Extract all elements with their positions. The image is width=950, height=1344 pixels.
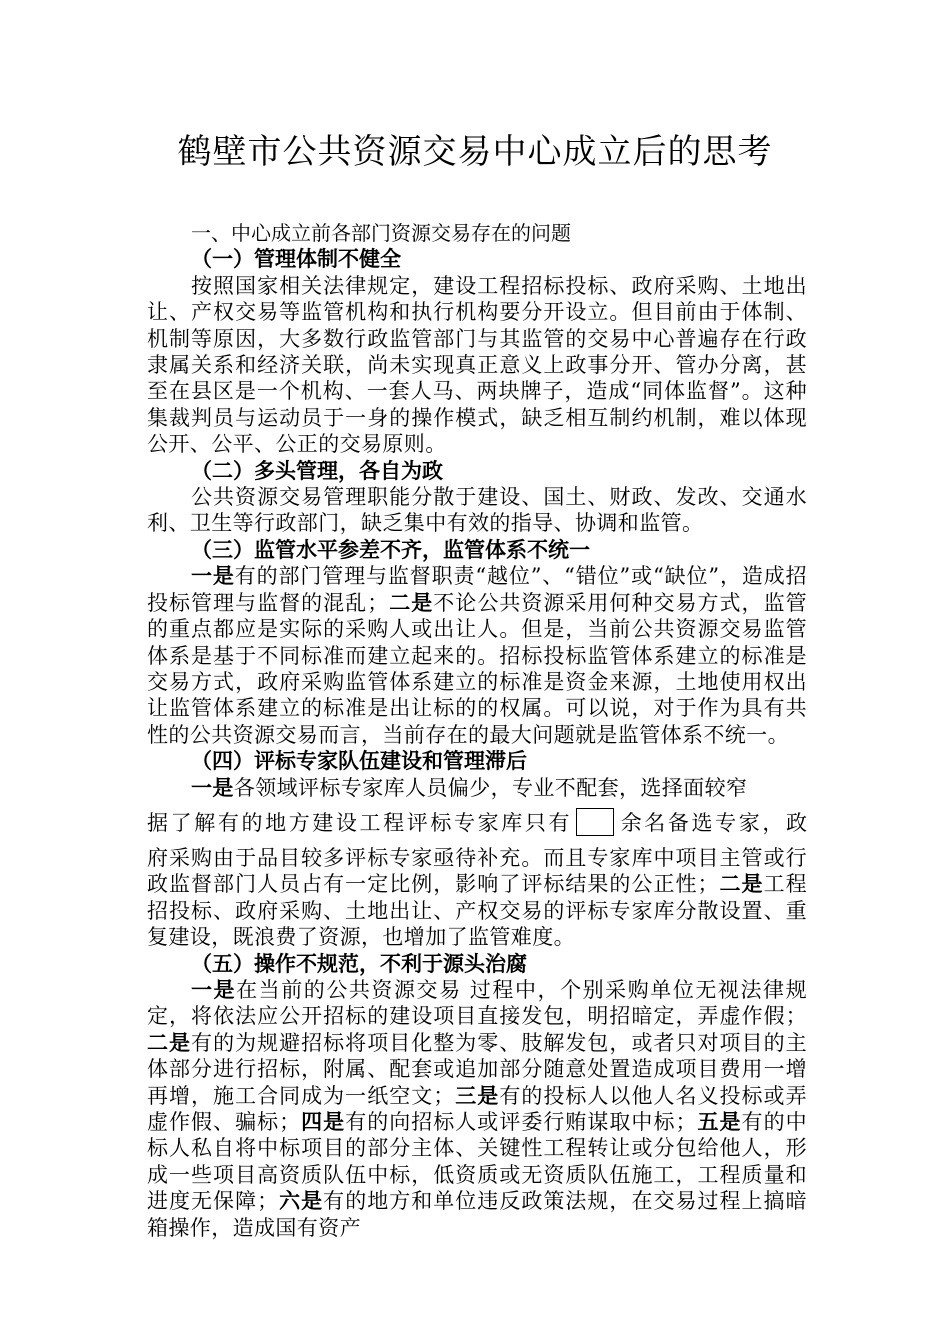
paragraph-4-line2-before: 据了解有的地方建设工程评标专家库只有: [147, 810, 573, 835]
subsection-heading-1: （一）管理体制不健全: [191, 246, 401, 272]
emphasis-first: 一是: [191, 976, 237, 1002]
emphasis-third: 三是: [454, 1082, 500, 1108]
section-heading-1: 一、中心成立前各部门资源交易存在的问题: [191, 221, 571, 245]
paragraph-5-part1: 在当前的公共资源交易 过程中，个别采购单位无视法律规定，将依法应公开招标的建设项目直接发包，明招暗定，弄虚作假；: [147, 977, 807, 1029]
subsection-heading-3: （三）监管水平参差不齐，监管体系不统一: [191, 536, 590, 562]
emphasis-fifth: 五是: [696, 1109, 742, 1134]
paragraph-3: [147, 563, 807, 748]
paragraph-4-line2: [147, 801, 807, 845]
emphasis-second: 二是: [147, 1029, 192, 1055]
paragraph-5-part6: 有的地方和单位违反政策法规，在交易过程上搞暗箱操作，造成国有资产: [147, 1189, 807, 1240]
paragraph-4-part2: 工程招投标、政府采购、土地出让、产权交易的评标专家库分散设置、重复建设，既浪费了资源，也增加了监管难度。: [147, 872, 807, 950]
emphasis-second: 二是: [718, 871, 764, 897]
subsection-heading-4: （四）评标专家队伍建设和管理滞后: [191, 748, 527, 774]
paragraph-3-part1: 有的部门管理与监督职责“越位”、“错位”或“缺位”，造成招投标管理与监督的混乱；: [147, 564, 807, 615]
paragraph-3-part2: 不论公共资源采用何种交易方式，监管的重点都应是实际的采购人或出让人。但是，当前公共资源交易监管体系是基于不同标准而建立起来的。招标投标监管体系建立的标准是交易方式，政府采购监管体系建立的标准是资金来源，土地使用权出让监管体系建立的标准是出让标的的权属。可以说，对于作为具有共性的公共资源交易而言，当前存在的最大问题就是监管体系不统一。: [147, 590, 807, 747]
paragraph-4-rest: [147, 845, 807, 951]
paragraph-2: 公共资源交易管理职能分散于建设、国土、财政、发改、交通水利、卫生等行政部门，缺乏集中有效的指导、协调和监管。: [147, 485, 807, 536]
paragraph-5-part5: 有的中标人私自将中标项目的部分主体、关键性工程转让或分包给他人，形成一些项目高资质队伍中标，低资质或无资质队伍施工，工程质量和进度无保障；: [147, 1110, 807, 1214]
paragraph-5-part2: 有的为规避招标将项目化整为零、肢解发包，或者只对项目的主体部分进行招标，附属、配套或追加部分随意处置造成项目费用一增再增，施工合同成为一纸空文；: [147, 1030, 807, 1108]
blank-box: [576, 808, 614, 836]
paragraph-1: 按照国家相关法律规定，建设工程招标投标、政府采购、土地出让、产权交易等监管机构和执行机构要分开设立。但目前由于体制、机制等原因，大多数行政监管部门与其监管的交易中心普遍存在行政隶属关系和经济关联，尚未实现真正意义上政事分开、管办分离，甚至在县区是一个机构、一套人马、两块牌子，造成“同体监督”。这种集裁判员与运动员于一身的操作模式，缺乏相互制约机制，难以体现公开、公平、公正的交易原则。: [147, 273, 807, 457]
emphasis-first: 一是: [191, 563, 235, 589]
paragraph-5: [147, 977, 807, 1241]
page-title: 鹤壁市公共资源交易中心成立后的思考: [177, 132, 773, 172]
document-body: [147, 220, 807, 1241]
emphasis-fourth: 四是: [300, 1109, 346, 1134]
emphasis-second: 二是: [388, 589, 434, 615]
paragraph-5-part4: 有的向招标人或评委行贿谋取中标；: [345, 1110, 697, 1134]
paragraph-4-line1: [147, 775, 807, 801]
paragraph-4-part1: 府采购由于品目较多评标专家亟待补充。而且专家库中项目主管或行政监督部门人员占有一定比例，影响了评标结果的公正性；: [147, 845, 807, 897]
emphasis-sixth: 六是: [278, 1188, 324, 1214]
paragraph-5-part3: 有的投标人以他人名义投标或弄虚作假、骗标；: [147, 1083, 807, 1134]
emphasis-first: 一是: [191, 774, 234, 800]
paragraph-4-line2-after: 余名备选专家，政: [618, 810, 808, 835]
paragraph-4-line1-text: 各领域评标专家库人员偏少，专业不配套，选择面较窄: [233, 775, 748, 800]
subsection-heading-2: （二）多头管理，各自为政: [191, 457, 443, 483]
subsection-heading-5: （五）操作不规范，不利于源头治腐: [191, 950, 527, 976]
